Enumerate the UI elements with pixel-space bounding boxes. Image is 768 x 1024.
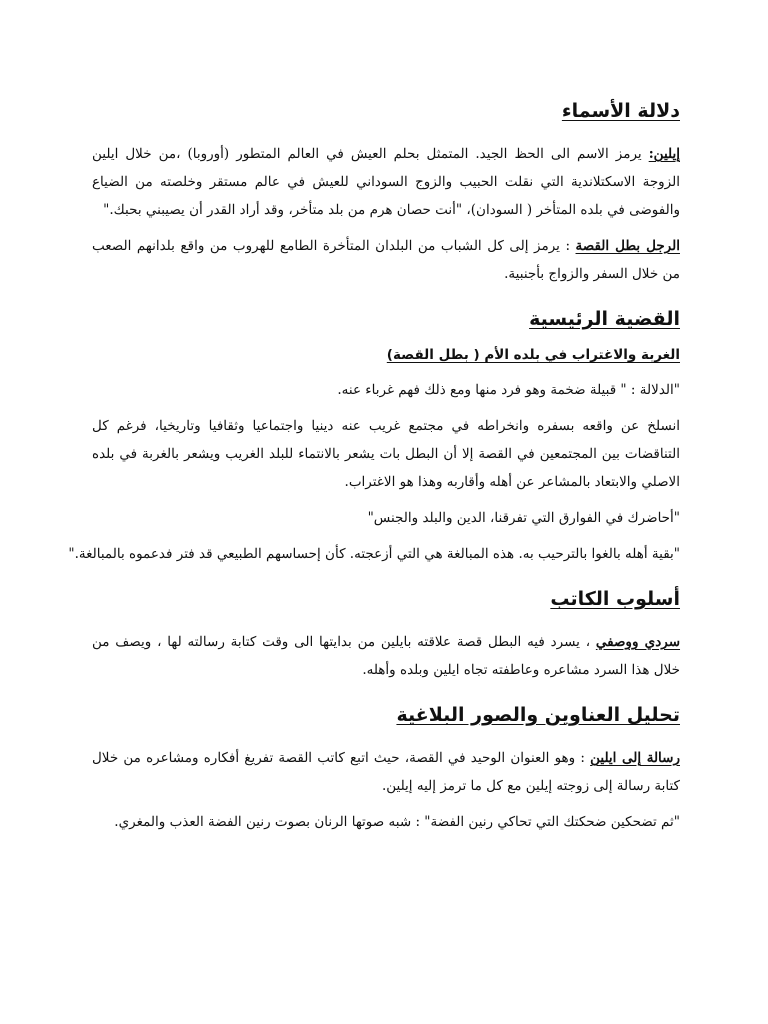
term-eileen: إيلين: [648, 146, 680, 162]
paragraph-alienation: انسلخ عن واقعه بسفره وانخراطه في مجتمع غريب عنه دينيا واجتماعيا وثقافيا وتاريخيا، فرغم كل التناقضات بين المجتمعين في القصة إلا أن البطل بات يشعر بالانتماء للبلد الغريب ويشعر بالغربة في بلده الاصلي والابتعاد بالمشاعر عن أهله وأقاربه وهذا هو الاغتراب. [92, 418, 680, 490]
quote-family: "بقية أهله بالغوا بالترحيب به. هذه المبالغة هي التي أزعجته. كأن إحساسهم الطبيعي قد فتر فدعموه بالمبالغة." [68, 546, 680, 562]
section-title-names: دلالة الأسماء [561, 100, 680, 122]
section-title-style: أسلوب الكاتب [550, 588, 680, 610]
quote-tribe: "الدلالة : " قبيلة ضخمة وهو فرد منها ومع ذلك فهم غرباء عنه. [337, 382, 680, 398]
paragraph-style [92, 628, 680, 684]
quote-differences: "أحاضرك في الفوارق التي تفرقنا، الدين والبلد والجنس" [367, 510, 680, 526]
paragraph-style-text: ، يسرد فيه البطل قصة علاقته بايلين من بدايتها الى وقت كتابة رسالته لها ، ويصف من خلال هذا السرد مشاعره وعاطفته تجاه ايلين وبلده وأهله. [92, 634, 680, 678]
subtitle-alienation: الغربة والاغتراب في بلده الأم ( بطل القصة) [386, 347, 680, 363]
term-hero: الرجل بطل القصة [575, 238, 680, 254]
paragraph-letter-text: : وهو العنوان الوحيد في القصة، حيث اتبع كاتب القصة تفريغ أفكاره ومشاعره من خلال كتابة رسالة إلى زوجته إيلين مع كل ما ترمز إليه إيلين. [92, 750, 680, 794]
paragraph-hero-text: : يرمز إلى كل الشباب من البلدان المتأخرة الطامع للهروب من واقع بلدانهم الصعب من خلال السفر والزواج بأجنبية. [92, 238, 680, 282]
paragraph-letter [92, 744, 680, 800]
section-title-main-issue: القضية الرئيسية [529, 308, 680, 330]
paragraph-eileen [92, 140, 680, 224]
term-narrative: سردي ووصفي [595, 634, 681, 650]
section-title-analysis: تحليل العناوين والصور البلاغية [396, 704, 680, 726]
term-letter: رسالة إلى ايلين [590, 750, 680, 766]
paragraph-hero [92, 232, 680, 288]
paragraph-eileen-text: يرمز الاسم الى الحظ الجيد. المتمثل بحلم العيش في العالم المتطور (أوروبا) ،من خلال ايلين الزوجة الاسكتلاندية التي نقلت الحبيب والزوج السوداني للعيش في عالم مستقر وخلصته من الضياع والفوضى في بلده المتأخر ( السودان)، "أنت حصان هرم من بلد متأخر، وقد أراد القدر أن يصيبني بحبك." [92, 146, 680, 218]
paragraph-simile: "ثم تضحكين ضحكتك التي تحاكي رنين الفضة" : شبه صوتها الرنان بصوت رنين الفضة العذب والمغري. [114, 814, 680, 830]
